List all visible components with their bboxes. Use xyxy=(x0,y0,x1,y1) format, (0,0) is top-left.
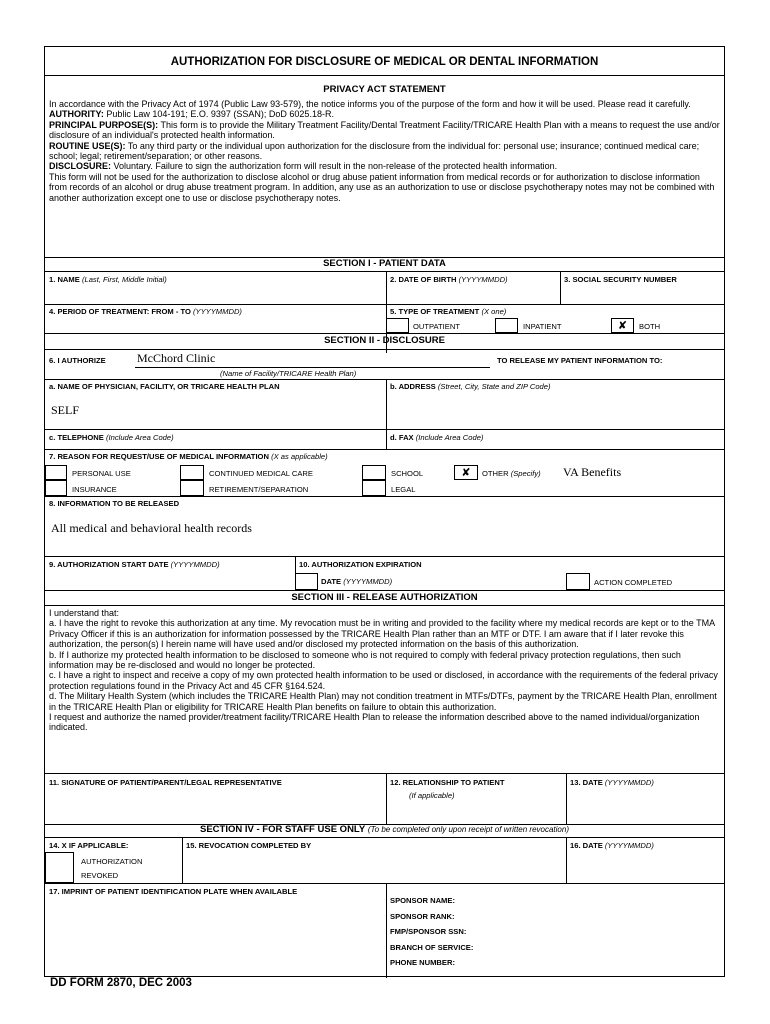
section4-heading: SECTION IV - FOR STAFF USE ONLY (To be completed only upon receipt of written revocation) xyxy=(199,824,569,835)
phone-number-label: PHONE NUMBER: xyxy=(390,958,455,967)
info-released-value[interactable]: All medical and behavioral health records xyxy=(51,521,252,535)
info-released-label: 8. INFORMATION TO BE RELEASED xyxy=(49,499,180,508)
date-13-label: 13. DATE (YYYYMMDD) xyxy=(570,778,654,787)
section3-heading: SECTION III - RELEASE AUTHORIZATION xyxy=(291,592,478,603)
action-completed-label: ACTION COMPLETED xyxy=(594,578,673,587)
routine-text: To any third party or the individual upon authorization for the disclosure from the individual for: personal use; insurance; continued medical care; school; legal; retirement/separation; or other reasons. xyxy=(49,140,700,162)
other-checkbox[interactable]: ✘ xyxy=(454,465,478,480)
routine-label: ROUTINE USE(S): xyxy=(49,140,126,151)
sponsor-info xyxy=(390,896,473,974)
relationship-label: 12. RELATIONSHIP TO PATIENT xyxy=(390,778,505,787)
fmp-ssn-label: FMP/SPONSOR SSN: xyxy=(390,927,467,936)
expiration-date-label: DATE (YYYYMMDD) xyxy=(321,577,393,586)
name-label: 1. NAME (Last, First, Middle Initial) xyxy=(49,275,167,284)
purpose-text: This form is to provide the Military Treatment Facility/Dental Treatment Facility/TRICARE Health Plan with a means to request the use and/or disclosure of an individual's protected health information. xyxy=(49,119,720,141)
physician-label: a. NAME OF PHYSICIAN, FACILITY, OR TRICARE HEALTH PLAN xyxy=(49,382,280,391)
school-label: SCHOOL xyxy=(391,469,424,478)
signature-label: 11. SIGNATURE OF PATIENT/PARENT/LEGAL REPRESENTATIVE xyxy=(49,778,282,787)
start-date-label: 9. AUTHORIZATION START DATE (YYYYMMDD) xyxy=(49,560,220,569)
physician-value[interactable]: SELF xyxy=(51,403,80,417)
expiration-label: 10. AUTHORIZATION EXPIRATION xyxy=(299,560,422,569)
authority-text: Public Law 104-191; E.O. 9397 (SSAN); DoD 6025.18-R. xyxy=(103,109,334,120)
sponsor-rank-label: SPONSOR RANK: xyxy=(390,911,455,921)
revocation-completed-label: 15. REVOCATION COMPLETED BY xyxy=(186,841,312,850)
date-16-label: 16. DATE (YYYYMMDD) xyxy=(570,841,654,850)
privacy-heading: PRIVACY ACT STATEMENT xyxy=(323,84,446,95)
facility-hint: (Name of Facility/TRICARE Health Plan) xyxy=(220,369,357,378)
x-if-applicable-label: 14. X IF APPLICABLE: xyxy=(49,841,129,850)
clause-c: c. I have a right to inspect and receive a copy of my own protected health information to be used or disclosed, in accordance with the requirements of the federal privacy protection regulations found in the Privacy Act and 45 CFR §164.524. xyxy=(49,670,718,691)
telephone-label: c. TELEPHONE (Include Area Code) xyxy=(49,433,174,442)
disclosure-text: Voluntary. Failure to sign the authorization form will result in the non-release of the protected health information. xyxy=(111,161,558,172)
revoked-checkbox[interactable] xyxy=(45,852,74,883)
request-text: I request and authorize the named provider/treatment facility/TRICARE Health Plan to release the information described above to the named individual/organization indicated. xyxy=(49,712,700,733)
continued-care-checkbox[interactable] xyxy=(180,465,204,480)
inpatient-label: INPATIENT xyxy=(523,322,562,331)
period-label: 4. PERIOD OF TREATMENT: FROM - TO (YYYYMMDD) xyxy=(49,307,242,316)
type-of-treatment-label: 5. TYPE OF TREATMENT (X one) xyxy=(390,307,507,316)
outpatient-label: OUTPATIENT xyxy=(413,322,460,331)
continued-care-label: CONTINUED MEDICAL CARE xyxy=(209,469,313,478)
release-authorization-text xyxy=(49,608,720,733)
privacy-statement xyxy=(49,99,720,203)
form-footer: DD FORM 2870, DEC 2003 xyxy=(50,977,192,989)
other-label: OTHER (Specify) xyxy=(482,469,541,478)
dd-form-2870 xyxy=(44,46,725,977)
action-completed-checkbox[interactable] xyxy=(566,573,590,590)
facility-name-value[interactable]: McChord Clinic xyxy=(137,351,216,365)
purpose-label: PRINCIPAL PURPOSE(S): xyxy=(49,119,159,130)
dob-label: 2. DATE OF BIRTH (YYYYMMDD) xyxy=(390,275,508,284)
disclosure-label: DISCLOSURE: xyxy=(49,161,112,172)
authority-label: AUTHORITY: xyxy=(49,109,104,120)
auth-revoked-label-1: AUTHORIZATION xyxy=(81,857,143,866)
sponsor-name-label: SPONSOR NAME: xyxy=(390,896,455,905)
personal-use-checkbox[interactable] xyxy=(45,465,67,480)
i-authorize-label: 6. I AUTHORIZE xyxy=(49,356,106,365)
clause-d: d. The Military Health System (which includes the TRICARE Health Plan) may not condition treatment in MTFs/DTFs, payment by the TRICARE Health Plan, enrollment in the TRICARE Health Plan or eligibility for TRICARE Health Plan benefits on failure to obtain this authorization. xyxy=(49,691,717,712)
privacy-note: This form will not be used for the authorization to disclose alcohol or drug abuse patient information from medical records or for authorization to disclose information from records of an alcohol or drug abuse treatment program. In addition, any use as an authorization to use or disclose psychotherapy notes may not be combined with another authorization except one to use or disclose psychotherapy notes. xyxy=(49,171,715,203)
address-label: b. ADDRESS (Street, City, State and ZIP Code) xyxy=(390,382,551,391)
clause-b: b. If I authorize my protected health information to be disclosed to someone who is not required to comply with federal privacy protection regulations, then such information may be re-disclosed and would no longer be protected. xyxy=(49,649,681,671)
expiration-date-checkbox[interactable] xyxy=(295,573,318,590)
both-label: BOTH xyxy=(639,322,661,331)
outpatient-checkbox[interactable] xyxy=(386,318,409,333)
legal-label: LEGAL xyxy=(391,485,416,494)
insurance-label: INSURANCE xyxy=(72,485,117,494)
auth-revoked-label-2: REVOKED xyxy=(81,871,119,880)
clause-a: a. I have the right to revoke this authorization at any time. My revocation must be in writing and provided to the facility where my medical records are kept or to the TMA Privacy Officer if this is an authorization for information possessed by the TRICARE Health Plan rather than an MTF or DTF. I am aware that if I later revoke this authorization, the person(s) I herein name will have used and/or disclosed my protected information on the basis of this authorization. xyxy=(49,618,715,650)
ssn-label: 3. SOCIAL SECURITY NUMBER xyxy=(564,275,677,284)
insurance-checkbox[interactable] xyxy=(45,480,67,496)
section2-heading: SECTION II - DISCLOSURE xyxy=(324,335,445,346)
form-title: AUTHORIZATION FOR DISCLOSURE OF MEDICAL OR DENTAL INFORMATION xyxy=(170,56,599,68)
branch-label: BRANCH OF SERVICE: xyxy=(390,942,474,952)
fax-label: d. FAX (Include Area Code) xyxy=(390,433,484,442)
other-value[interactable]: VA Benefits xyxy=(563,465,622,479)
retirement-label: RETIREMENT/SEPARATION xyxy=(209,485,309,494)
retirement-checkbox[interactable] xyxy=(180,480,204,496)
school-checkbox[interactable] xyxy=(362,465,386,480)
understand-text: I understand that: xyxy=(49,608,120,618)
both-checkbox[interactable]: ✘ xyxy=(611,318,634,333)
privacy-intro: In accordance with the Privacy Act of 1974 (Public Law 93-579), the notice informs you of the purpose of the form and how it will be used. Please read it carefully. xyxy=(49,99,691,109)
personal-use-label: PERSONAL USE xyxy=(72,469,131,478)
imprint-label: 17. IMPRINT OF PATIENT IDENTIFICATION PLATE WHEN AVAILABLE xyxy=(49,887,298,896)
section1-heading: SECTION I - PATIENT DATA xyxy=(323,258,446,269)
relationship-hint: (If applicable) xyxy=(409,791,455,800)
inpatient-checkbox[interactable] xyxy=(495,318,518,333)
reason-label: 7. REASON FOR REQUEST/USE OF MEDICAL INFORMATION (X as applicable) xyxy=(49,452,328,461)
legal-checkbox[interactable] xyxy=(362,480,386,496)
release-to-label: TO RELEASE MY PATIENT INFORMATION TO: xyxy=(497,356,663,365)
